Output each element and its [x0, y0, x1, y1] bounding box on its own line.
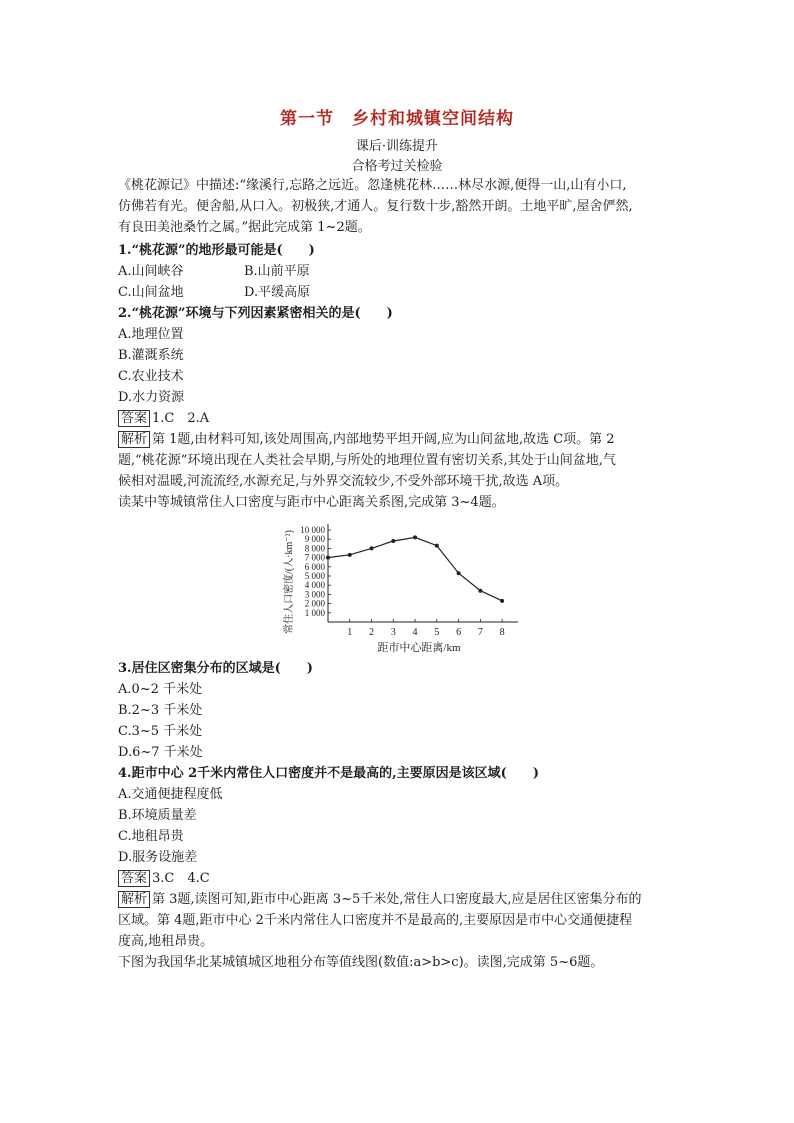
question-4: 4.距市中心 2千米内常住人口密度并不是最高的,主要原因是该区域( ): [118, 766, 539, 781]
q1-option-c: C.山间盆地: [118, 285, 184, 300]
y-tick-label: 3 000: [304, 589, 325, 600]
data-point: [391, 539, 395, 543]
explanation-1-2: [118, 430, 678, 450]
explanation-line: 度高,地租昂贵。: [118, 934, 214, 949]
x-tick-label: 1: [347, 627, 353, 638]
section-title: 第一节 乡村和城镇空间结构: [280, 109, 514, 129]
explanation-text: 第 1题,由材料可知,该处周围高,内部地势平坦开阔,应为山间盆地,故选 C项。第 2: [152, 432, 615, 447]
data-point: [326, 556, 330, 560]
intro-line: 仿佛若有光。便舍船,从口入。初极狭,才通人。复行数十步,豁然开朗。土地平旷,屋舍俨然,: [118, 199, 633, 214]
data-point: [348, 553, 352, 557]
y-tick-label: 4 000: [304, 580, 325, 591]
y-tick-label: 7 000: [304, 552, 325, 563]
explanation-tag: 解析: [118, 431, 150, 448]
q2-option-d: D.水力资源: [118, 390, 185, 405]
q1-option-d: D.平缓高原: [244, 285, 311, 300]
answer-text: 3.C 4.C: [152, 871, 210, 886]
answer-3-4: [118, 869, 678, 889]
q4-option-d: D.服务设施差: [118, 850, 198, 865]
y-tick-label: 10 000: [300, 525, 325, 535]
y-axis-label: 常住人口密度/(人·km⁻²): [284, 530, 295, 634]
y-tick-label: 1 000: [304, 607, 325, 618]
x-axis-label: 距市中心距离/km: [377, 642, 461, 654]
question-1: 1.“桃花源”的地形最可能是( ): [118, 243, 315, 258]
q4-option-c: C.地租昂贵: [118, 829, 184, 844]
question-2: 2.“桃花源”环境与下列因素紧密相关的是( ): [118, 306, 393, 321]
x-tick-label: 8: [499, 627, 505, 638]
x-tick-label: 3: [390, 627, 396, 638]
level-subtitle: 合格考过关检验: [351, 159, 443, 174]
y-tick-label: 6 000: [304, 561, 325, 572]
density-series-points: [326, 535, 504, 602]
q4-option-a: A.交通便捷程度低: [118, 787, 223, 802]
intro-3-4: 读某中等城镇常住人口密度与距市中心距离关系图,完成第 3~4题。: [118, 495, 505, 510]
answer-text: 1.C 2.A: [152, 411, 210, 426]
intro-line: 有良田美池桑竹之属。”据此完成第 1~2题。: [118, 220, 371, 235]
q1-options-row: [118, 262, 678, 282]
x-tick-label: 5: [434, 627, 440, 638]
x-tick-label: 2: [369, 627, 375, 638]
data-point: [413, 535, 417, 539]
q4-option-b: B.环境质量差: [118, 808, 197, 823]
intro-line: 《桃花源记》中描述:“缘溪行,忘路之远近。忽逢桃花林……林尽水源,便得一山,山有小口,: [118, 178, 627, 193]
question-3: 3.居住区密集分布的区域是( ): [118, 661, 313, 676]
population-density-chart: [278, 520, 518, 658]
q3-option-a: A.0~2 千米处: [118, 682, 203, 697]
explanation-text: 第 3题,读图可知,距市中心距离 3~5千米处,常住人口密度最大,应是居住区密集分布的: [152, 892, 642, 907]
x-tick-label: 4: [412, 627, 418, 638]
density-series-line: [328, 537, 502, 600]
answer-1-2: [118, 409, 678, 429]
answer-tag: 答案: [118, 870, 150, 887]
y-tick-label: 9 000: [304, 534, 325, 545]
q1-option-a: A.山间峡谷: [118, 264, 184, 279]
q1-options-row: [118, 283, 678, 303]
data-point: [478, 589, 482, 593]
data-point: [457, 571, 461, 575]
explanation-line: 候相对温暖,河流流经,水源充足,与外界交流较少,不受外部环境干扰,故选 A项。: [118, 474, 569, 489]
q3-option-d: D.6~7 千米处: [118, 745, 203, 760]
explanation-line: 题,“桃花源”环境出现在人类社会早期,与所处的地理位置有密切关系,其处于山间盆地,气: [118, 453, 616, 468]
q3-option-b: B.2~3 千米处: [118, 703, 203, 718]
q2-option-b: B.灌溉系统: [118, 348, 184, 363]
y-tick-label: 2 000: [304, 598, 325, 609]
chart-axes: [328, 524, 518, 622]
explanation-3-4: [118, 890, 678, 910]
data-point: [500, 599, 504, 603]
explanation-tag: 解析: [118, 891, 150, 908]
x-tick-label: 6: [456, 627, 462, 638]
answer-tag: 答案: [118, 410, 150, 427]
y-tick-label: 5 000: [304, 571, 325, 581]
q2-option-c: C.农业技术: [118, 369, 184, 384]
y-tick-labels: [300, 525, 331, 618]
intro-5-6: 下图为我国华北某城镇城区地租分布等值线图(数值:a>b>c)。读图,完成第 5~6题。: [118, 955, 604, 970]
data-point: [435, 544, 439, 548]
x-tick-label: 7: [477, 627, 483, 638]
data-point: [370, 546, 374, 550]
y-tick-label: 8 000: [304, 543, 325, 554]
q3-option-c: C.3~5 千米处: [118, 724, 203, 739]
explanation-line: 区域。第 4题,距市中心 2千米内常住人口密度并不是最高的,主要原因是市中心交通便捷程: [118, 913, 633, 928]
q1-option-b: B.山前平原: [244, 264, 310, 279]
practice-subtitle: 课后·训练提升: [355, 139, 439, 154]
q2-option-a: A.地理位置: [118, 327, 184, 342]
